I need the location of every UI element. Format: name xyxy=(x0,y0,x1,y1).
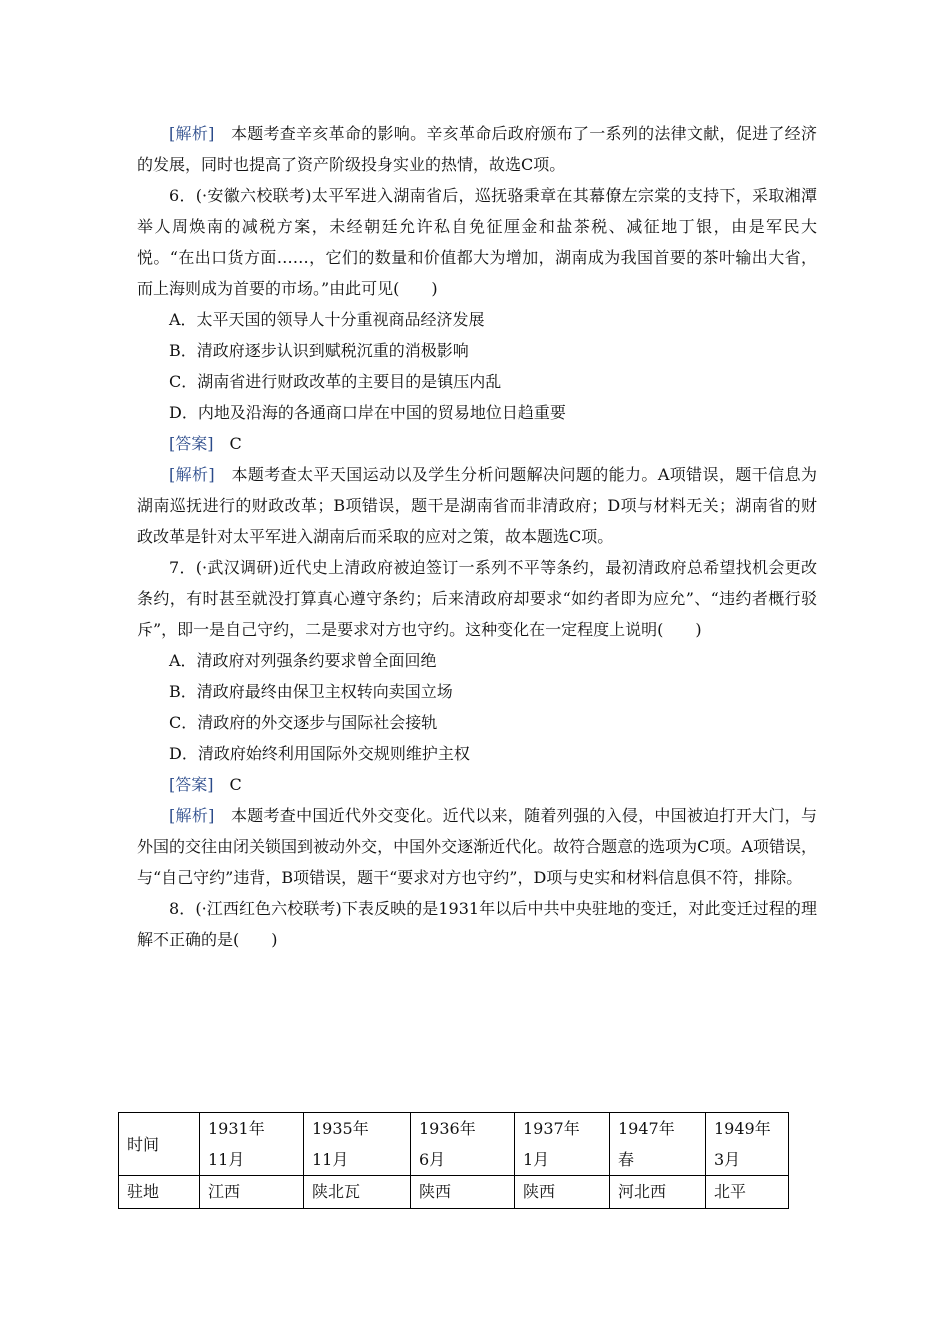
question-7-option-d: D．清政府始终利用国际外交规则维护主权 xyxy=(169,744,470,763)
answer-value: C xyxy=(229,434,242,453)
question-6-stem: 6．(·安徽六校联考)太平军进入湖南省后，巡抚骆秉章在其幕僚左宗棠的支持下，采取湘潭举人周焕南的减税方案，未经朝廷允许私自免征厘金和盐茶税、减征地丁银，由是军民大悦。“在出口货方面……，它们的数量和价值都大为增加，湖南成为我国首要的茶叶输出大省，而上海则成为首要的市场。”由此可见( ) xyxy=(137,186,817,298)
table-cell-place: 江西 xyxy=(200,1176,304,1209)
question-8-stem: 8．(·江西红色六校联考)下表反映的是1931年以后中共中央驻地的变迁，对此变迁过程的理解不正确的是( ) xyxy=(137,899,817,949)
table-cell-place: 陕北瓦 xyxy=(304,1176,411,1209)
question-7-option-a: A．清政府对列强条约要求曾全面回绝 xyxy=(169,651,437,670)
question-7-option-b: B．清政府最终由保卫主权转向卖国立场 xyxy=(169,682,453,701)
table-row-head-time: 时间 xyxy=(119,1113,200,1176)
table-cell-place: 北平 xyxy=(706,1176,789,1209)
question-6-analysis xyxy=(137,459,817,552)
table-cell-time: 1931年 11月 xyxy=(200,1113,304,1176)
question-6-option-c: C．湖南省进行财政改革的主要目的是镇压内乱 xyxy=(169,372,502,391)
answer-tag: [答案] xyxy=(169,434,214,453)
question-6-option-a: A．太平天国的领导人十分重视商品经济发展 xyxy=(169,310,485,329)
table-cell-place: 河北西 xyxy=(610,1176,706,1209)
table-cell-time: 1949年 3月 xyxy=(706,1113,789,1176)
question-7-option-c: C．清政府的外交逐步与国际社会接轨 xyxy=(169,713,438,732)
question-6-answer xyxy=(137,428,817,459)
table-cell-place: 陕西 xyxy=(411,1176,515,1209)
residence-table xyxy=(118,1112,789,1209)
answer-value: C xyxy=(229,775,242,794)
table-row-head-place: 驻地 xyxy=(119,1176,200,1209)
table-row-place xyxy=(119,1176,789,1209)
question-7-analysis xyxy=(137,800,817,893)
table-row-time xyxy=(119,1113,789,1176)
question-7-stem: 7．(·武汉调研)近代史上清政府被迫签订一系列不平等条约，最初清政府总希望找机会更改条约，有时甚至就没打算真心遵守条约；后来清政府却要求“如约者即为应允”、“违约者概行驳斥”，即一是自己守约，二是要求对方也守约。这种变化在一定程度上说明( ) xyxy=(137,558,817,639)
question-6-option-d: D．内地及沿海的各通商口岸在中国的贸易地位日趋重要 xyxy=(169,403,566,422)
table-cell-time: 1935年 11月 xyxy=(304,1113,411,1176)
table-cell-time: 1947年 春 xyxy=(610,1113,706,1176)
analysis-q5 xyxy=(137,118,817,180)
analysis-tag: [解析] xyxy=(169,465,215,484)
analysis-tag: [解析] xyxy=(169,124,215,143)
table-cell-place: 陕西 xyxy=(515,1176,610,1209)
analysis-text: 本题考查太平天国运动以及学生分析问题解决问题的能力。A项错误，题干信息为湖南巡抚进行的财政改革；B项错误，题干是湖南省而非清政府；D项与材料无关；湖南省的财政改革是针对太平军进入湖南后而采取的应对之策，故本题选C项。 xyxy=(137,465,817,546)
document-body xyxy=(137,118,817,955)
table-cell-time: 1937年 1月 xyxy=(515,1113,610,1176)
analysis-text: 本题考查中国近代外交变化。近代以来，随着列强的入侵，中国被迫打开大门，与外国的交往由闭关锁国到被动外交，中国外交逐渐近代化。故符合题意的选项为C项。A项错误，与“自己守约”违背，B项错误，题干“要求对方也守约”，D项与史实和材料信息俱不符，排除。 xyxy=(137,806,817,887)
analysis-text: 本题考查辛亥革命的影响。辛亥革命后政府颁布了一系列的法律文献，促进了经济的发展，同时也提高了资产阶级投身实业的热情，故选C项。 xyxy=(137,124,817,174)
answer-tag: [答案] xyxy=(169,775,214,794)
analysis-tag: [解析] xyxy=(169,806,215,825)
question-6-option-b: B．清政府逐步认识到赋税沉重的消极影响 xyxy=(169,341,469,360)
table-cell-time: 1936年 6月 xyxy=(411,1113,515,1176)
question-7-answer xyxy=(137,769,817,800)
